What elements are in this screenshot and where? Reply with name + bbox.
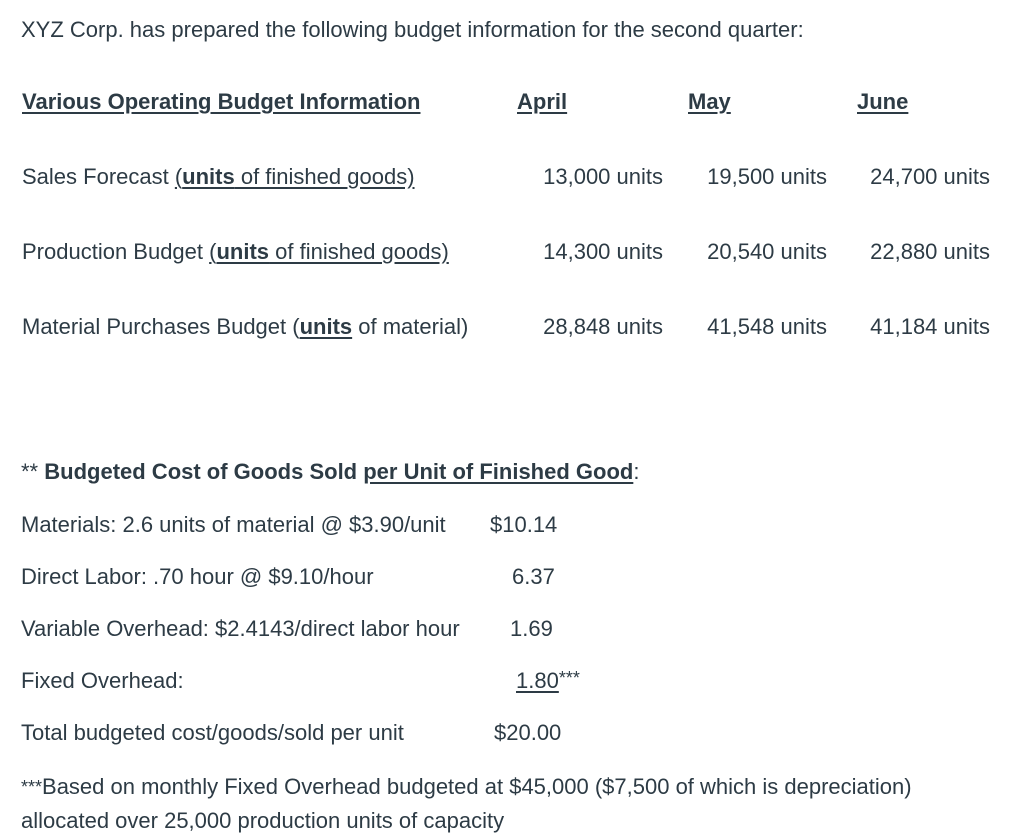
cell-material-april: 28,848 units — [543, 314, 663, 339]
cogs-value-total: $20.00 — [494, 720, 562, 745]
cogs-title-colon: : — [633, 459, 640, 484]
header-june: June — [857, 89, 909, 114]
fixed-overhead-amount: 1.80 — [516, 668, 559, 693]
footnote-text-1: Based on monthly Fixed Overhead budgeted at $45,000 ($7,500 of which is depreciation) — [42, 774, 912, 799]
cell-sales-june: 24,700 units — [870, 164, 990, 189]
cell-sales-may: 19,500 units — [707, 164, 827, 189]
row-label-prefix: Material Purchases Budget ( — [22, 314, 300, 339]
footnote — [21, 770, 912, 838]
cogs-value-direct-labor: 6.37 — [512, 564, 555, 589]
cogs-line-direct-labor: Direct Labor: .70 hour @ $9.10/hour — [21, 564, 374, 589]
row-label-paren: (units of finished goods) — [209, 239, 449, 264]
header-may: May — [688, 89, 731, 114]
cell-sales-april: 13,000 units — [543, 164, 663, 189]
cogs-value-fixed-overhead — [516, 668, 580, 694]
row-label-rest: of finished goods) — [234, 164, 415, 189]
header-budget-info: Various Operating Budget Information — [22, 89, 421, 114]
cell-material-may: 41,548 units — [707, 314, 827, 339]
row-label-sales-forecast — [22, 164, 415, 190]
row-label-units: units — [182, 164, 235, 189]
row-label-units: units — [216, 239, 270, 264]
cogs-line-materials: Materials: 2.6 units of material @ $3.90/unit — [21, 512, 446, 537]
header-april: April — [517, 89, 568, 114]
cogs-value-variable-overhead: 1.69 — [510, 616, 553, 641]
footnote-line-2: allocated over 25,000 production units of capacity — [21, 808, 505, 833]
row-label-material-purchases — [22, 314, 468, 340]
footnote-line-1 — [21, 770, 912, 804]
cogs-line-variable-overhead: Variable Overhead: $2.4143/direct labor hour — [21, 616, 460, 641]
row-label-prefix: Production Budget — [22, 239, 210, 264]
cogs-value-materials: $10.14 — [490, 512, 558, 537]
row-label-production-budget — [22, 239, 449, 265]
row-label-rest: of material) — [352, 314, 469, 339]
row-label-rest: of finished goods) — [269, 239, 449, 264]
cell-material-june: 41,184 units — [870, 314, 990, 339]
cell-production-june: 22,880 units — [870, 239, 990, 264]
cogs-line-fixed-overhead: Fixed Overhead: — [21, 668, 184, 693]
intro-text: XYZ Corp. has prepared the following budget information for the second quarter: — [21, 17, 804, 42]
cogs-line-total: Total budgeted cost/goods/sold per unit — [21, 720, 404, 745]
footnote-stars: *** — [21, 777, 43, 797]
cogs-title-underlined: per Unit of Finished Good — [363, 459, 634, 484]
cell-production-april: 14,300 units — [543, 239, 663, 264]
row-label-units: units — [299, 314, 353, 339]
row-label-paren: (units of finished goods) — [174, 164, 415, 189]
cogs-title-bold: Budgeted Cost of Goods Sold — [44, 459, 364, 484]
cell-production-may: 20,540 units — [707, 239, 827, 264]
cogs-title-stars: ** — [21, 459, 39, 484]
row-label-prefix: Sales Forecast — [22, 164, 175, 189]
cogs-title — [21, 459, 639, 485]
fixed-overhead-stars: *** — [558, 668, 580, 688]
